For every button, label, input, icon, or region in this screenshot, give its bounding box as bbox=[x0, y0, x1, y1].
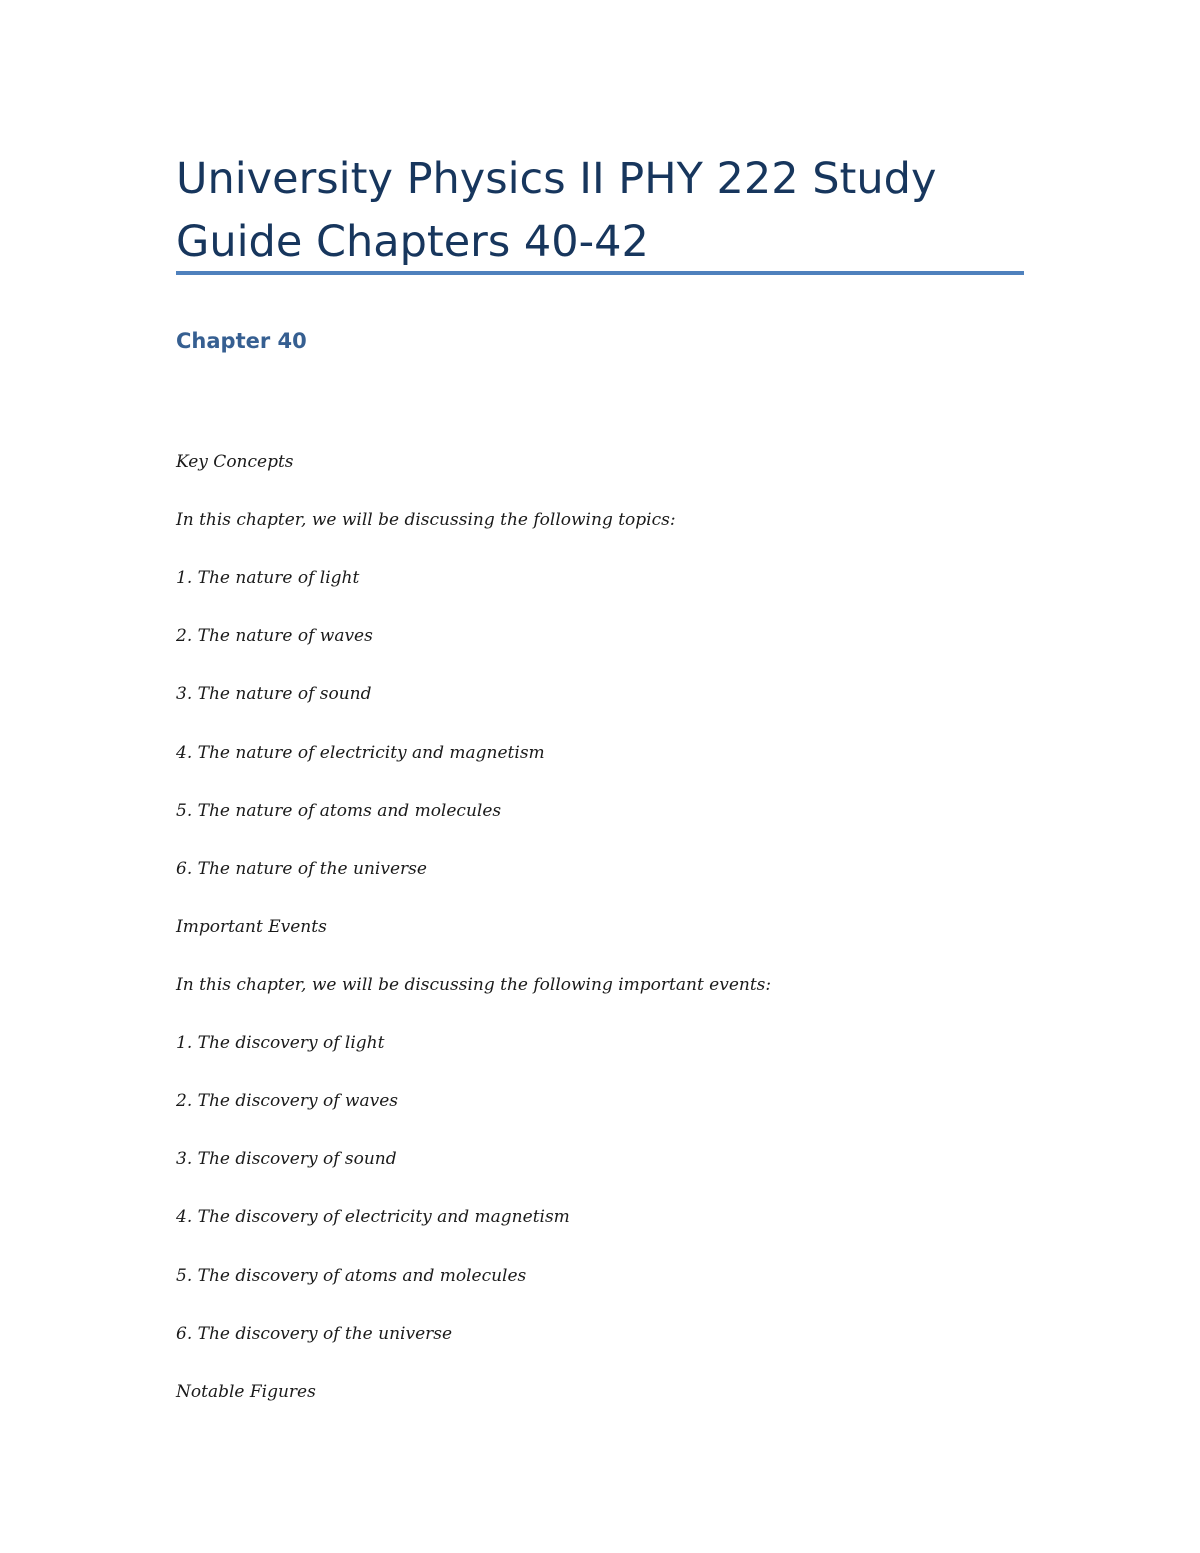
list-item: 4. The nature of electricity and magnetism bbox=[176, 743, 545, 763]
document-title: University Physics II PHY 222 Study Guide Chapters 40-42 bbox=[176, 154, 937, 267]
section-label-key-concepts: Key Concepts bbox=[176, 452, 294, 472]
chapter-heading: Chapter 40 bbox=[176, 329, 307, 353]
title-underline-rule bbox=[176, 271, 1024, 275]
list-item: 3. The nature of sound bbox=[176, 684, 372, 704]
intro-paragraph: In this chapter, we will be discussing the following important events: bbox=[176, 975, 772, 995]
section-label-notable-figures: Notable Figures bbox=[176, 1382, 316, 1402]
list-item: 5. The nature of atoms and molecules bbox=[176, 801, 502, 821]
intro-paragraph: In this chapter, we will be discussing the following topics: bbox=[176, 510, 676, 530]
list-item: 1. The discovery of light bbox=[176, 1033, 385, 1053]
list-item: 3. The discovery of sound bbox=[176, 1149, 397, 1169]
list-item: 1. The nature of light bbox=[176, 568, 360, 588]
section-label-important-events: Important Events bbox=[176, 917, 327, 937]
list-item: 4. The discovery of electricity and magnetism bbox=[176, 1207, 570, 1227]
list-item: 6. The nature of the universe bbox=[176, 859, 427, 879]
list-item: 2. The nature of waves bbox=[176, 626, 373, 646]
list-item: 2. The discovery of waves bbox=[176, 1091, 398, 1111]
list-item: 6. The discovery of the universe bbox=[176, 1324, 453, 1344]
list-item: 5. The discovery of atoms and molecules bbox=[176, 1266, 527, 1286]
